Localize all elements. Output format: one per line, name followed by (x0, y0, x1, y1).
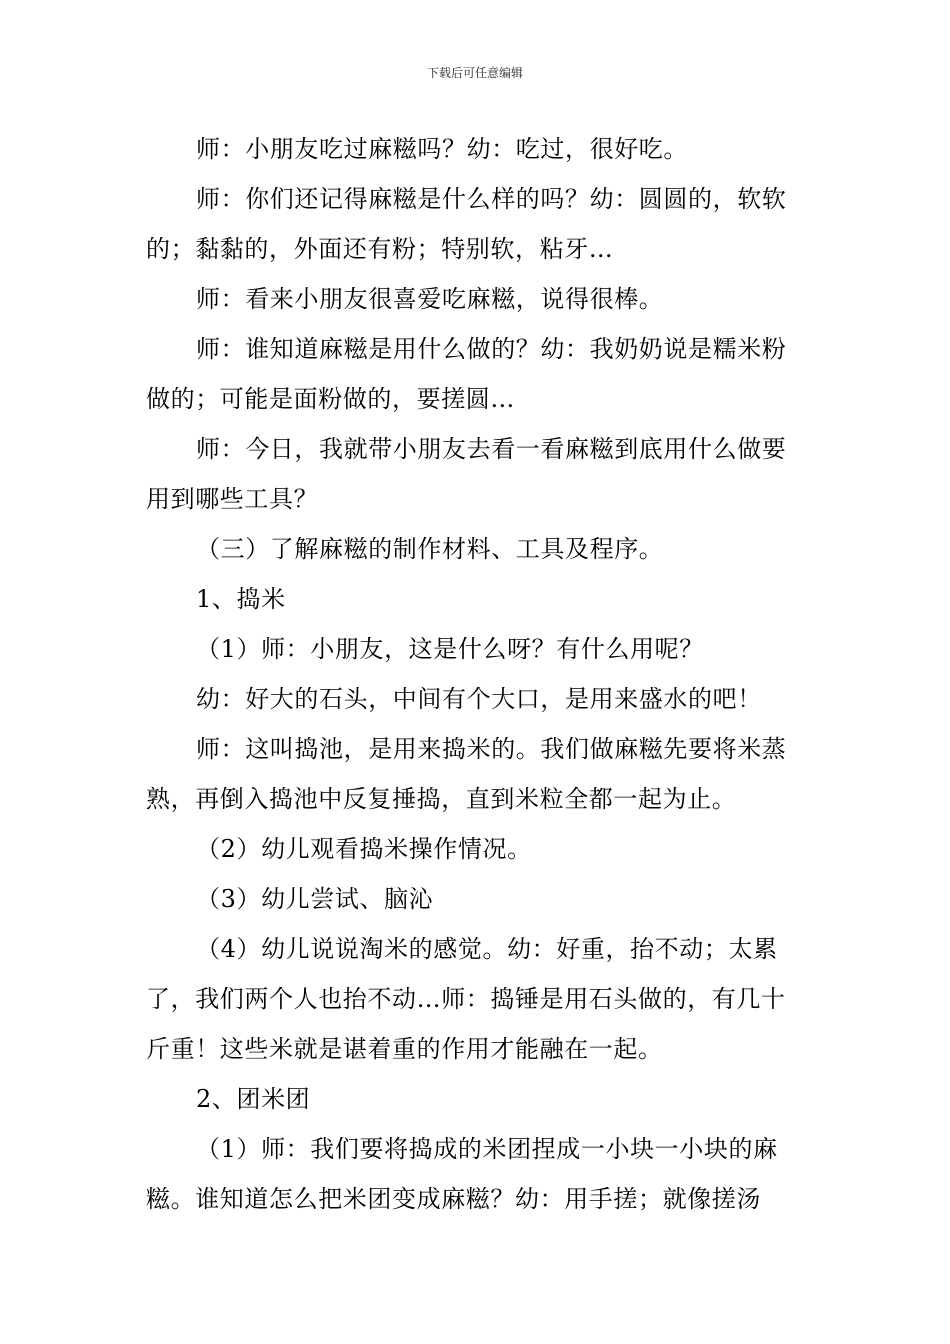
subsection-heading: 1、捣米 (196, 585, 286, 613)
section-heading: （三）了解麻糍的制作材料、工具及程序。 (196, 535, 664, 563)
paragraph: （4）幼儿说说淘米的感觉。幼：好重，抬不动；太累了，我们两个人也抬不动…师：捣锤是用石头做的，有几十斤重！这些米就是谌着重的作用才能融在一起。 (146, 935, 786, 1063)
paragraph: 师：看来小朋友很喜爱吃麻糍，说得很棒。 (196, 285, 664, 313)
subsection-heading: 2、团米团 (196, 1085, 311, 1113)
paragraph: 师：这叫捣池，是用来捣米的。我们做麻糍先要将米蒸熟，再倒入捣池中反复捶捣，直到米粒全都一起为止。 (146, 735, 787, 813)
paragraph: （1）师：小朋友，这是什么呀？有什么用呢？ (196, 635, 704, 663)
paragraph: （2）幼儿观看捣米操作情况。 (196, 835, 532, 863)
paragraph: 师：小朋友吃过麻糍吗？幼：吃过，很好吃。 (196, 135, 688, 163)
paragraph: 师：今日，我就带小朋友去看一看麻糍到底用什么做要用到哪些工具？ (146, 435, 787, 513)
paragraph: （1）师：我们要将捣成的米团捏成一小块一小块的麻糍。谁知道怎么把米团变成麻糍？幼：用手搓；就像搓汤 (146, 1135, 778, 1213)
document-body (146, 124, 808, 1224)
paragraph: （3）幼儿尝试、脑沁 (196, 885, 434, 913)
paragraph: 师：谁知道麻糍是用什么做的？幼：我奶奶说是糯米粉做的；可能是面粉做的，要搓圆… (146, 335, 787, 413)
paragraph: 师：你们还记得麻糍是什么样的吗？幼：圆圆的，软软的；黏黏的，外面还有粉；特别软，粘牙… (146, 185, 787, 263)
header-note: 下载后可任意编辑 (426, 66, 523, 80)
paragraph: 幼：好大的石头，中间有个大口，是用来盛水的吧！ (196, 685, 762, 713)
